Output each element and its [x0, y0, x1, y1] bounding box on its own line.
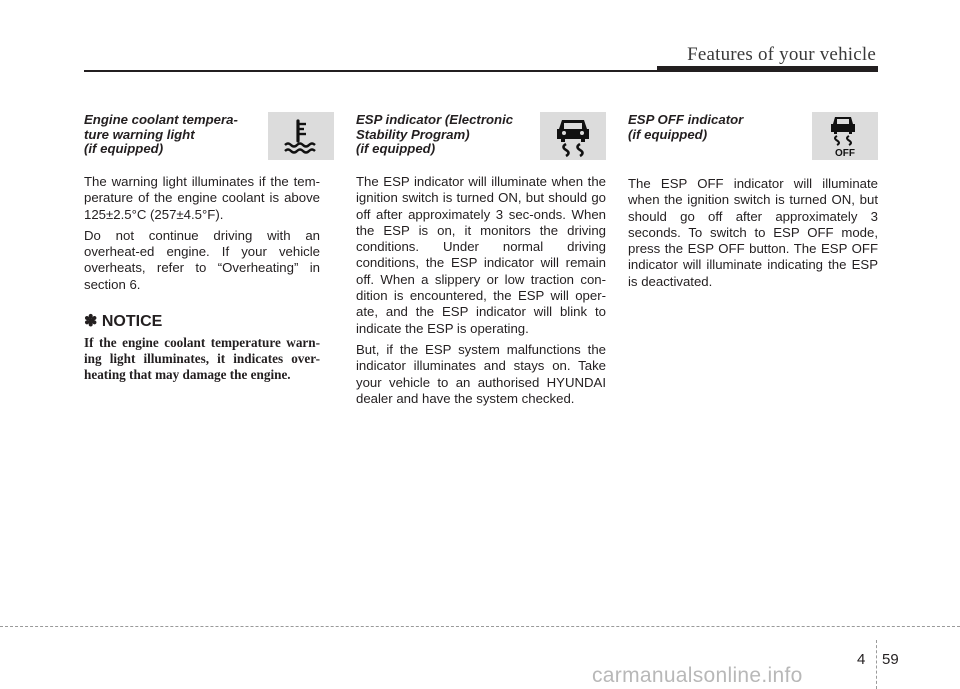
- header-title: Features of your vehicle: [687, 44, 876, 65]
- heading-line: (if equipped): [628, 126, 708, 142]
- page-number: 59: [882, 651, 899, 668]
- heading-line: Engine coolant tempera-: [84, 112, 238, 127]
- heading-line: ESP OFF indicator: [628, 112, 744, 127]
- esp-section: [356, 112, 606, 412]
- footer-divider: [876, 640, 877, 689]
- heading-line: ture warning light: [84, 126, 195, 142]
- heading-line: ESP indicator (Electronic: [356, 112, 514, 127]
- footer-rule: [0, 626, 960, 627]
- paragraph: The warning light illuminates if the tem-perature of the engine coolant is above 125±2.5°C (257±4.5°F).: [84, 174, 320, 222]
- off-label: OFF: [835, 148, 855, 158]
- esp-off-icon: [812, 112, 878, 160]
- paragraph: The ESP indicator will illuminate when the ignition switch is turned ON, but should go off after approximately 3 sec-onds. When the ESP is on, it monitors the driving conditions. Under normal driving conditions, the ESP indicator will remain off. When a slippery or low traction con-dition is encountered, the ESP will oper-ate, and the ESP indicator will blink to indicate the ESP is operating.: [356, 174, 606, 336]
- paragraph: But, if the ESP system malfunctions the indicator illuminates and stays on. Take your vehicle to an authorised HYUNDAI dealer and have the system checked.: [356, 341, 606, 406]
- watermark: carmanualsonline.info: [592, 664, 803, 687]
- esp-icon: [540, 112, 606, 160]
- coolant-section: [84, 112, 320, 383]
- header-bar: [657, 66, 878, 72]
- coolant-temperature-icon: [268, 112, 334, 160]
- notice-text: If the engine coolant temperature warn-ing light illuminates, it indicates over-heating that may damage the engine.: [84, 335, 320, 383]
- heading-line: (if equipped): [84, 141, 164, 156]
- heading-line: Stability Program): [356, 126, 470, 142]
- esp-off-section: [628, 112, 878, 295]
- notice-title: ✽ NOTICE: [84, 313, 163, 331]
- heading-line: (if equipped): [356, 141, 436, 156]
- paragraph: The ESP OFF indicator will illuminate when the ignition switch is turned ON, but should go off after approximately 3 seconds. To switch to ESP OFF mode, press the ESP OFF button. The ESP OFF indicator will illuminate indicating the ESP is deactivated.: [628, 176, 878, 289]
- chapter-number: 4: [857, 651, 866, 668]
- paragraph: Do not continue driving with an overheat-ed engine. If your vehicle overheats, refer to “Overheating” in section 6.: [84, 227, 320, 292]
